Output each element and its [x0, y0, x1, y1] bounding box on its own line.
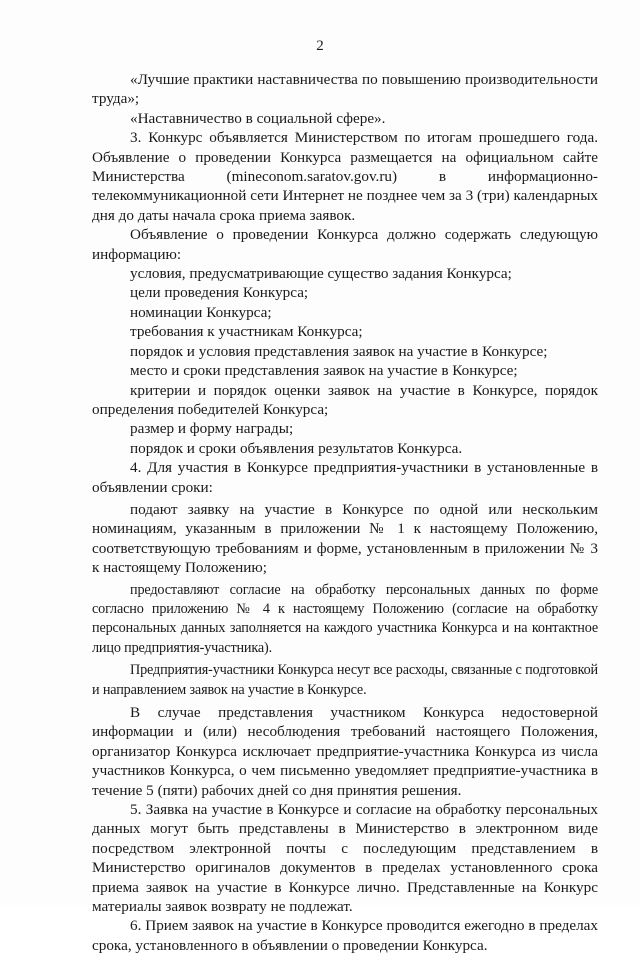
paragraph-clause-6: 6. Прием заявок на участие в Конкурсе проводится ежегодно в пределах срока, установленного в объявлении о проведении Конкурса.: [92, 917, 598, 954]
paragraph-clause-3: 3. Конкурс объявляется Министерством по итогам прошедшего года. Объявление о проведении Конкурса размещается на официальном сайте Министерства (mineconom.saratov.gov.ru) в информационно-телекоммуникационной сети Интернет не позднее чем за 3 (три) календарных дня до даты начала срока приема заявок.: [92, 129, 598, 224]
page-number: 2: [316, 38, 324, 54]
list-item-requirements: требования к участникам Конкурса;: [130, 323, 363, 341]
list-item-results: порядок и сроки объявления результатов Конкурса.: [130, 439, 463, 457]
paragraph-clause-5: 5. Заявка на участие в Конкурсе и согласие на обработку персональных данных могут быть представлены в Министерство в электронном виде посредством электронной почты с последующим представлением в Министерство оригиналов документов в пределах установленного срока приема заявок на участие в Конкурсе лично. Представленные на Конкурс материалы заявок возврату не подлежат.: [92, 801, 598, 916]
paragraph-nomination-productivity: «Лучшие практики наставничества по повышению производительности труда»;: [92, 71, 598, 108]
list-item-award: размер и форму награды;: [130, 420, 294, 438]
list-item-submission-procedure: порядок и условия представления заявок на участие в Конкурсе;: [130, 342, 548, 360]
list-item-conditions: условия, предусматривающие существо задания Конкурса;: [130, 265, 512, 283]
paragraph-exclusion: В случае представления участником Конкурса недостоверной информации и (или) несоблюдения требований настоящего Положения, организатор Конкурса исключает предприятие-участника Конкурса из числа участников Конкурса, о чем письменно уведомляет предприятие-участника в течение 5 (пяти) рабочих дней со дня принятия решения.: [92, 704, 598, 799]
paragraph-personal-data-consent: предоставляют согласие на обработку персональных данных по форме согласно приложению № 4 к настоящему Положению (согласие на обработку персональных данных заполняется на каждого участника Конкурса и на контактное лицо предприятия-участника).: [92, 581, 598, 656]
list-item-criteria: критерии и порядок оценки заявок на участие в Конкурсе, порядок определения победителей Конкурса;: [92, 381, 598, 418]
document-body: [92, 70, 598, 955]
paragraph-expenses: Предприятия-участники Конкурса несут все расходы, связанные с подготовкой и направлением заявок на участие в Конкурсе.: [92, 662, 598, 698]
list-item-nominations: номинации Конкурса;: [130, 303, 272, 321]
list-item-goals: цели проведения Конкурса;: [130, 284, 309, 302]
paragraph-clause-4: 4. Для участия в Конкурсе предприятия-участники в установленные в объявлении сроки:: [92, 459, 598, 496]
paragraph-nomination-social: «Наставничество в социальной сфере».: [130, 109, 386, 127]
paragraph-submit-application: подают заявку на участие в Конкурсе по одной или нескольким номинациям, указанным в приложении № 1 к настоящему Положению, соответствующую требованиям и форме, установленным в приложении № 3 к настоящему Положению;: [92, 500, 598, 577]
list-item-submission-place: место и сроки представления заявок на участие в Конкурсе;: [130, 362, 518, 380]
paragraph-announcement-contents: Объявление о проведении Конкурса должно содержать следующую информацию:: [92, 226, 598, 263]
